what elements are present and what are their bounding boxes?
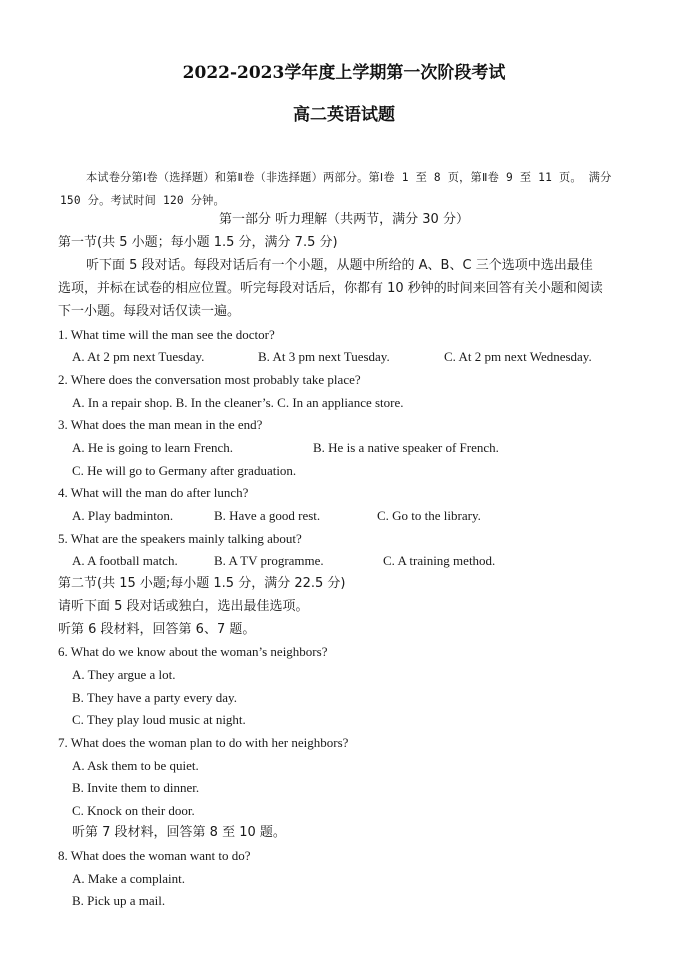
q5-option-a: A. A football match. (72, 553, 178, 568)
exam-intro: 本试卷分第Ⅰ卷（选择题）和第Ⅱ卷（非选择题）两部分。第Ⅰ卷 1 至 8 页，第Ⅱ卷 9 至 11 页。 满分 150 分。考试时间 120 分钟。 (60, 171, 612, 207)
exam-subject: 高二英语试题 (293, 105, 395, 125)
q5-option-b: B. A TV programme. (214, 553, 324, 568)
section1-instr-3: 下一小题。每段对话仅读一遍。 (58, 304, 241, 319)
q1-option-a: A. At 2 pm next Tuesday. (72, 349, 205, 364)
q4-option-b: B. Have a good rest. (214, 508, 321, 523)
question-6: 6. What do we know about the woman’s neighbors? (58, 644, 328, 659)
question-7: 7. What does the woman plan to do with her neighbors? (58, 735, 349, 750)
question-3: 3. What does the man mean in the end? (58, 417, 263, 432)
section1-heading: 第一节(共 5 小题；每小题 1.5 分，满分 7.5 分) (58, 235, 338, 250)
q1-option-b: B. At 3 pm next Tuesday. (258, 349, 390, 364)
q7-option-b: B. Invite them to dinner. (72, 780, 200, 795)
question-5: 5. What are the speakers mainly talking about? (58, 531, 302, 546)
part1-heading: 第一部分 听力理解（共两节，满分 30 分） (219, 212, 469, 227)
q7-option-c: C. Knock on their door. (72, 803, 195, 818)
q3-option-a: A. He is going to learn French. (72, 440, 234, 455)
q3-option-b: B. He is a native speaker of French. (313, 440, 499, 455)
question-8: 8. What does the woman want to do? (58, 848, 251, 863)
section2-instr: 请听下面 5 段对话或独白，选出最佳选项。 (58, 599, 309, 614)
q7-option-a: A. Ask them to be quiet. (72, 758, 199, 773)
section2-heading: 第二节(共 15 小题;每小题 1.5 分，满分 22.5 分) (58, 576, 346, 591)
material-7-note: 听第 7 段材料，回答第 8 至 10 题。 (72, 825, 286, 840)
q4-option-a: A. Play badminton. (72, 508, 174, 523)
q3-option-c: C. He will go to Germany after graduation. (72, 463, 297, 478)
question-4: 4. What will the man do after lunch? (58, 485, 249, 500)
q8-option-b: B. Pick up a mail. (72, 893, 166, 908)
question-1: 1. What time will the man see the doctor? (58, 327, 275, 342)
section1-instr-1: 听下面 5 段对话。每段对话后有一个小题，从题中所给的 A、B、C 三个选项中选出最佳 (86, 258, 593, 273)
exam-title: 2022-2023学年度上学期第一次阶段考试 (182, 63, 506, 83)
material-6-note: 听第 6 段材料，回答第 6、7 题。 (58, 622, 256, 637)
q5-option-c: C. A training method. (383, 553, 496, 568)
q1-option-c: C. At 2 pm next Wednesday. (444, 349, 592, 364)
q4-option-c: C. Go to the library. (377, 508, 481, 523)
q6-option-a: A. They argue a lot. (72, 667, 176, 682)
q6-option-b: B. They have a party every day. (72, 690, 237, 705)
q2-options: A. In a repair shop. B. In the cleaner’s. C. In an appliance store. (72, 395, 404, 410)
q6-option-c: C. They play loud music at night. (72, 712, 246, 727)
section1-instr-2: 选项，并标在试卷的相应位置。听完每段对话后，你都有 10 秒钟的时间来回答有关小题和阅读 (58, 281, 603, 296)
question-2: 2. Where does the conversation most probably take place? (58, 372, 361, 387)
q8-option-a: A. Make a complaint. (72, 871, 185, 886)
